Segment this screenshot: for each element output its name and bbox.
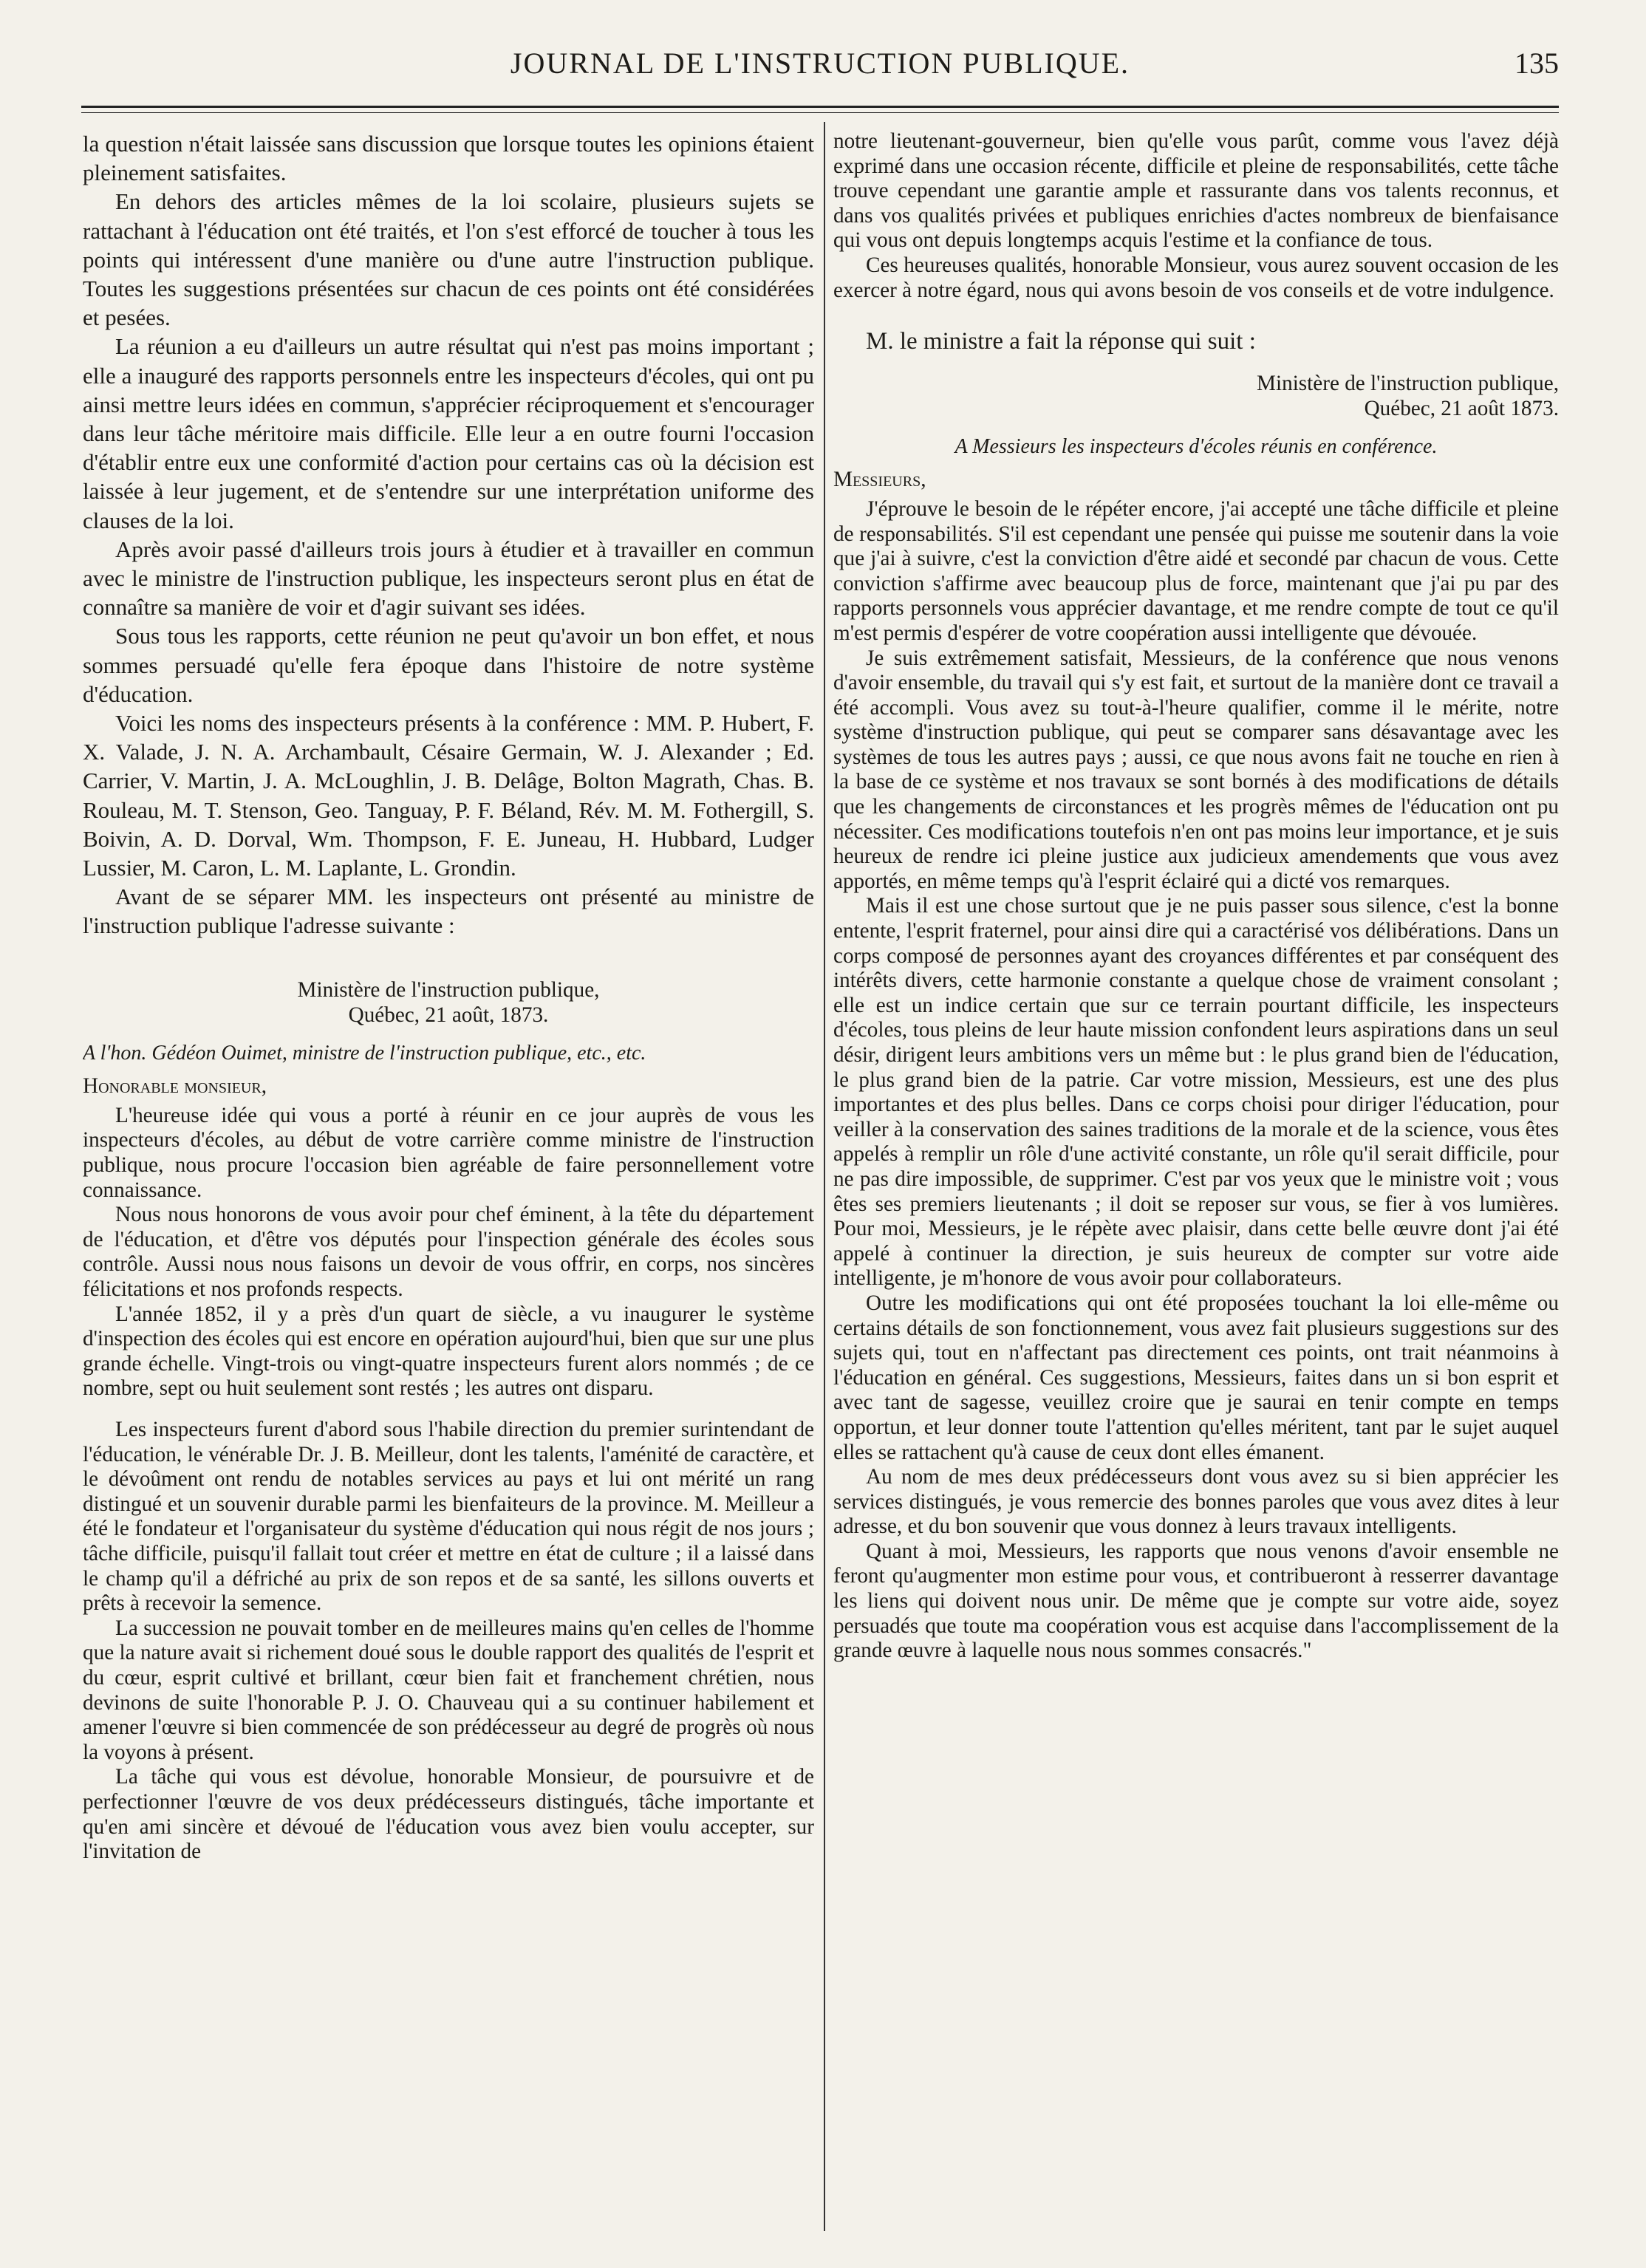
paragraph: En dehors des articles mêmes de la loi scolaire, plusieurs sujets se rattachant à l'éducation ont été traités, et l'on s'est efforcé de toucher à tous les points qui intéressent d'une manière ou d'une autre l'instruction publique. Toutes les suggestions présentées sur chacun de ces points ont été considérées et pesées. xyxy=(83,188,814,331)
reply-intro: M. le ministre a fait la réponse qui suit : xyxy=(866,328,1256,355)
page-number: 135 xyxy=(1514,47,1559,80)
header-rule-thin xyxy=(81,112,1559,113)
paragraph: Sous tous les rapports, cette réunion ne peut qu'avoir un bon effet, et nous sommes persuadé qu'elle fera époque dans l'histoire de notre système d'éducation. xyxy=(83,623,814,707)
journal-title: JOURNAL DE L'INSTRUCTION PUBLIQUE. xyxy=(510,47,1130,80)
paragraph: notre lieutenant-gouverneur, bien qu'elle vous parût, comme vous l'avez déjà exprimé dans une occasion récente, difficile et pleine de responsabilités, cette tâche trouve cependant une garantie ample et rassurante dans vos talents reconnus, et dans vos qualités privées et publiques enrichies d'actes nombreux de bienfaisance qui vous ont depuis longtemps acquis l'estime et la confiance de tous. xyxy=(833,129,1559,253)
paragraph: Au nom de mes deux prédécesseurs dont vous avez su si bien apprécier les services distingués, je vous remercie des bonnes paroles que vous avez dites à leur adresse, et du bon souvenir que vous donnez à leurs travaux intelligents. xyxy=(833,1465,1559,1539)
inspectors-list: Voici les noms des inspecteurs présents à la conférence : MM. P. Hubert, F. X. Valade, J. N. A. Archambault, Césaire Germain, W. J. Alexander ; Ed. Carrier, V. Martin, J. A. McLoughlin, J. B. Delâge, Bolton Magrath, Chas. B. Rouleau, M. T. Stenson, Geo. Tanguay, P. F. Béland, Rév. M. M. Fothergill, S. Boivin, A. D. Dorval, Wm. Thompson, F. E. Juneau, H. Hubbard, Ludger Lussier, M. Caron, L. M. Laplante, L. Grondin. xyxy=(83,710,814,881)
dateline-date: Québec, 21 août 1873. xyxy=(1364,396,1559,420)
right-column xyxy=(833,129,1559,2235)
paragraph: Les inspecteurs furent d'abord sous l'habile direction du premier surintendant de l'éducation, le vénérable Dr. J. B. Meilleur, dont les talents, l'aménité de caractère, et le dévoûment ont rendu de notables services au pays et lui ont mérité un rang distingué et un souvenir durable parmi les bienfaiteurs de la province. M. Meilleur a été le fondateur et l'organisateur du système d'éducation qui nous régit de nos jours ; tâche difficile, puisqu'il fallait tout créer et mettre en état de culture ; il a laissé dans le champ qu'il a défriché au prix de son repos et de sa santé, les sillons ouverts et prêts à recevoir la semence. xyxy=(83,1418,814,1616)
dateline-date: Québec, 21 août, 1873. xyxy=(348,1003,549,1027)
paragraph: J'éprouve le besoin de le répéter encore, j'ai accepté une tâche difficile et pleine de responsabilités. S'il est cependant une pensée qui puisse me soutenir dans la voie que j'ai à suivre, c'est la conviction d'être aidé et secondé par chacun de vous. Cette conviction s'affirme avec beaucoup plus de force, maintenant que j'ai pu par des rapports personnels vous apprécier davantage, et me rendre compte de tout ce qu'il m'est permis d'espérer de votre coopération aussi intelligente que dévouée. xyxy=(833,496,1559,645)
paragraph: Outre les modifications qui ont été proposées touchant la loi elle-même ou certains détails de son fonctionnement, vous avez fait plusieurs suggestions sur des sujets qui, tout en n'affectant pas directement ces points, ont trait néanmoins à l'éducation en général. Ces suggestions, Messieurs, faites dans un si bon esprit et avec tant de sagesse, veuillez croire que je saurai en tenir compte en temps opportun, et leur donner toute l'attention qu'elles méritent, tant par le sujet auquel elles se rattachent qu'à cause de ceux dont elles émanent. xyxy=(833,1291,1559,1464)
addressee: A l'hon. Gédéon Ouimet, ministre de l'instruction publique, etc., etc. xyxy=(83,1041,646,1065)
paragraph: Ces heureuses qualités, honorable Monsieur, vous aurez souvent occasion de les exercer à notre égard, nous qui avons besoin de vos conseils et de votre indulgence. xyxy=(833,253,1559,302)
paragraph: L'année 1852, il y a près d'un quart de siècle, a vu inaugurer le système d'inspection des écoles qui est encore en opération aujourd'hui, bien que sur une plus grande échelle. Vingt-trois ou vingt-quatre inspecteurs furent alors nommés ; de ce nombre, sept ou huit seulement sont restés ; les autres ont disparu. xyxy=(83,1302,814,1401)
paragraph: Avant de se séparer MM. les inspecteurs ont présenté au ministre de l'instruction publique l'adresse suivante : xyxy=(83,884,814,939)
paragraph: Je suis extrêmement satisfait, Messieurs, de la conférence que nous venons d'avoir ensemble, du travail qui s'y est fait, et surtout de la manière dont ce travail a été accompli. Vous avez su tout-à-l'heure qualifier, comme il le mérite, notre système d'instruction publique, qui peut se comparer sans désavantage avec les systèmes de tous les autres pays ; aussi, ce que nous avons fait ne touche en rien à la base de ce système et nos travaux se sont bornés à des modifications de détails que les changements de circonstances et les progrès mêmes de l'éducation ont pu nécessiter. Ces modifications toutefois n'en ont pas moins leur importance, et je suis heureux de rendre ici pleine justice aux judicieux amendements que vous avez apportés, en même temps qu'à l'esprit éclairé qui a dicté vos remarques. xyxy=(833,646,1559,893)
dateline xyxy=(83,977,814,1028)
paragraph: la question n'était laissée sans discussion que lorsque toutes les opinions étaient pleinement satisfaites. xyxy=(83,131,814,186)
paragraph: Mais il est une chose surtout que je ne puis passer sous silence, c'est la bonne entente, l'esprit fraternel, pour ainsi dire qui a caractérisé vos délibérations. Dans un corps composé de personnes ayant des croyances différentes et par conséquent des intérêts divers, cette harmonie constante a quelque chose de vraiment consolant ; elle est un indice certain que sur ce terrain pourtant difficile, les inspecteurs d'écoles, tous pleins de leur haute mission confondent leurs aspirations dans un seul désir, dirigent leurs ambitions vers un même but : le plus grand bien de l'éducation, le plus grand bien de la patrie. Car votre mission, Messieurs, est une des plus importantes et des plus belles. Dans ce corps choisi pour diriger l'éducation, pour veiller à la conservation des saines traditions de la morale et de la science, vous êtes appelés à remplir un rôle d'une activité constante, un rôle qu'il serait difficile, pour ne pas dire impossible, de supprimer. C'est par vos yeux que le ministre voit ; vous êtes ses premiers lieutenants ; il doit se reposer sur vous, se fier à vos lumières. Pour moi, Messieurs, je le répète avec plaisir, dans cette belle œuvre dont j'ai été appelé à continuer la direction, je suis heureux de compter sur votre aide intelligente, je m'honore de vous avoir pour collaborateurs. xyxy=(833,894,1559,1291)
salutation: Messieurs, xyxy=(833,468,926,492)
paragraph: Nous nous honorons de vous avoir pour chef éminent, à la tête du département de l'éducation, et d'être vos députés pour l'inspection générale des écoles sous contrôle. Aussi nous nous faisons un devoir de vous offrir, en corps, nos sincères félicitations et nos profonds respects. xyxy=(83,1203,814,1302)
paragraph: Quant à moi, Messieurs, les rapports que nous venons d'avoir ensemble ne feront qu'augmenter mon estime pour vous, et contribueront à resserrer davantage les liens qui doivent nous unir. De même que je compte sur votre aide, soyez persuadés que toute ma coopération vous est acquise dans l'accomplissement de la grande œuvre à laquelle nous nous sommes consacrés." xyxy=(833,1539,1559,1663)
paragraph: La réunion a eu d'ailleurs un autre résultat qui n'est pas moins important ; elle a inauguré des rapports personnels entre les inspecteurs d'écoles, qui ont pu ainsi mettre leurs idées en commun, s'apprécier réciproquement et s'encourager dans leur tâche méritoire mais difficile. Elle leur a en outre fourni l'occasion d'établir entre eux une conformité d'action pour certains cas où la décision est laissée à leur jugement, et de s'entendre sur une interprétation uniforme des clauses de la loi. xyxy=(83,333,814,533)
page-header xyxy=(81,43,1559,87)
paragraph: La tâche qui vous est dévolue, honorable Monsieur, de poursuivre et de perfectionner l'œuvre de vos deux prédécesseurs distingués, tâche importante et qu'en ami sincère et dévoué de l'éducation vous avez bien voulu accepter, sur l'invitation de xyxy=(83,1765,814,1864)
column-divider xyxy=(824,122,825,2231)
dateline-ministry: Ministère de l'instruction publique, xyxy=(1257,371,1559,395)
paragraph: L'heureuse idée qui vous a porté à réunir en ce jour auprès de vous les inspecteurs d'écoles, au début de votre carrière comme ministre de l'instruction publique, nous procure l'occasion bien agréable de faire personnellement votre connaissance. xyxy=(83,1103,814,1202)
paragraph: Après avoir passé d'ailleurs trois jours à étudier et à travailler en commun avec le ministre de l'instruction publique, les inspecteurs seront plus en état de connaître sa manière de voir et d'agir suivant ses idées. xyxy=(83,536,814,621)
addressee: A Messieurs les inspecteurs d'écoles réunis en conférence. xyxy=(955,434,1438,458)
header-rule-thick xyxy=(81,106,1559,108)
salutation: Honorable monsieur, xyxy=(83,1074,267,1099)
dateline xyxy=(833,371,1559,421)
left-column xyxy=(83,129,814,2235)
dateline-ministry: Ministère de l'instruction publique, xyxy=(297,977,600,1002)
paragraph: La succession ne pouvait tomber en de meilleures mains qu'en celles de l'homme que la nature avait si richement doué sous le double rapport des qualités de l'esprit et du cœur, esprit cultivé et brillant, cœur bien fait et franchement chrétien, nous devinons de suite l'honorable P. J. O. Chauveau qui a su continuer habilement et amener l'œuvre si bien commencée de son prédécesseur au degré de progrès où nous la voyons à présent. xyxy=(83,1616,814,1764)
